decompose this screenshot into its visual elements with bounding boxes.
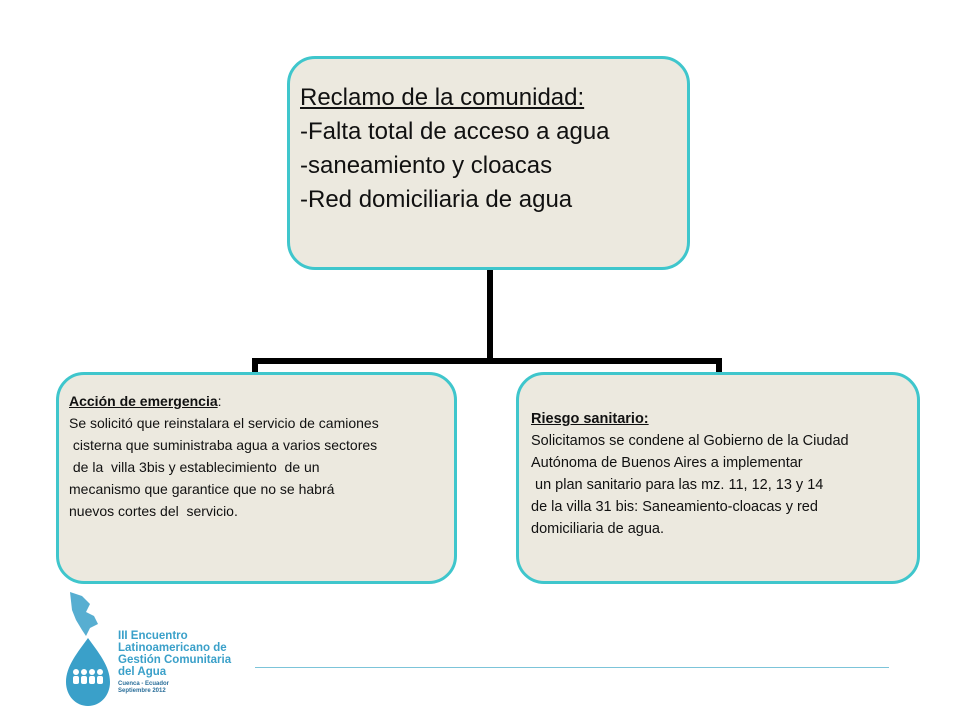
logo-line-4: del Agua xyxy=(118,666,167,678)
health-risk-line-2: Autónoma de Buenos Aires a implementar xyxy=(531,455,803,471)
connector-right-drop xyxy=(716,358,722,372)
emergency-line-3: de la villa 3bis y establecimiento de un xyxy=(69,459,320,475)
logo-line-3: Gestión Comunitaria xyxy=(118,654,232,666)
connector-horizontal xyxy=(252,358,722,364)
emergency-heading: Acción de emergencia xyxy=(69,393,218,409)
emergency-line-4: mecanismo que garantice que no se habrá xyxy=(69,481,335,497)
claim-title: Reclamo de la comunidad: xyxy=(300,84,585,111)
connector-vertical-top xyxy=(487,270,493,362)
health-risk-line-1: Solicitamos se condene al Gobierno de la Ciudad xyxy=(531,433,849,449)
claim-line-2: -saneamiento y cloacas xyxy=(300,152,553,179)
emergency-heading-colon: : xyxy=(217,393,222,409)
logo-sub-line-1: Cuenca - Ecuador xyxy=(118,681,170,687)
health-risk-line-5: domiciliaria de agua. xyxy=(531,521,664,537)
connector-left-drop xyxy=(252,358,258,372)
health-risk-heading: Riesgo sanitario: xyxy=(531,411,649,427)
map-silhouette-icon xyxy=(70,592,98,636)
claim-line-3: -Red domiciliaria de agua xyxy=(300,186,573,213)
community-claim-box xyxy=(287,56,690,270)
footer-divider xyxy=(255,667,889,668)
health-risk-line-4: de la villa 31 bis: Saneamiento-cloacas y red xyxy=(531,499,818,515)
logo-text xyxy=(118,630,231,695)
health-risk-box xyxy=(516,372,920,584)
water-drop-icon xyxy=(66,638,110,706)
logo-line-2: Latinoamericano de xyxy=(118,642,227,654)
emergency-line-2: cisterna que suministraba agua a varios sectores xyxy=(69,437,378,453)
emergency-line-1: Se solicitó que reinstalara el servicio de camiones xyxy=(69,415,379,431)
claim-line-1: -Falta total de acceso a agua xyxy=(300,118,610,145)
health-risk-line-3: un plan sanitario para las mz. 11, 12, 13 y 14 xyxy=(531,477,824,493)
emergency-line-5: nuevos cortes del servicio. xyxy=(69,503,238,519)
emergency-action-box xyxy=(56,372,457,584)
logo-sub-line-2: Septiembre 2012 xyxy=(118,688,166,694)
logo-line-1: III Encuentro xyxy=(118,630,188,642)
